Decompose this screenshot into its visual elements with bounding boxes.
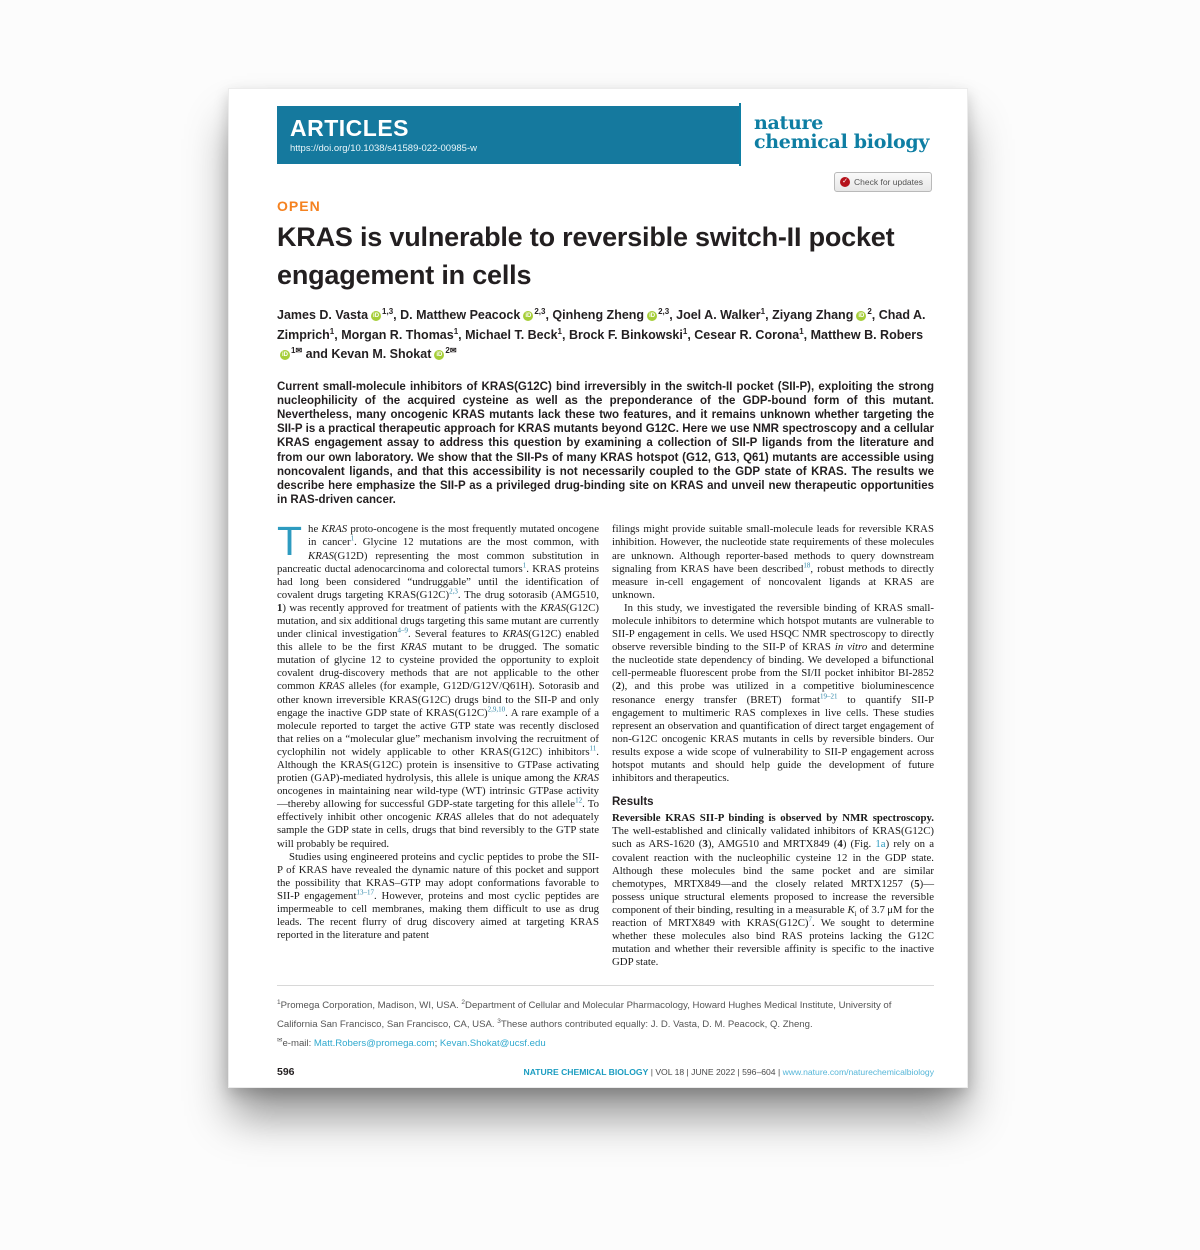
author-affiliation-sup: 1	[291, 345, 296, 355]
paragraph-text: he KRAS proto-oncogene is the most frequently mutated oncogene in cancer$^1$. Glycine 12 mutations are the most common, with KRAS(G12D) representing the most common substitution in pancreatic ductal adenocarcinoma and colorectal tumors$^1$. KRAS proteins had long been considered “undruggable” until the identification of covalent drugs targeting KRAS(G12C)$^{2,3}$. The drug sotorasib (AMG510, 1) was recently approved for treatment of patients with the KRAS(G12C) mutation, and six additional drugs targeting this same mutant are currently under clinical investigation$^{4-9}$. Several features to KRAS(G12C) enabled this allele to be the first KRAS mutant to be drugged. The somatic mutation of glycine 12 to cysteine provided the opportunity to exploit covalent drug-discovery methods that are not applicable to the other common KRAS alleles (for example, G12D/G12V/Q61H). Sotorasib and other known irreversible KRAS(G12C) drugs bind to the SII-P and only engage the inactive GDP state of KRAS(G12C)$^{2,9,10}$. A rare example of a molecule reported to target the active GTP state was recently disclosed that relies on a “molecular glue” mechanism involving the recruitment of cyclophilin not widely applicable to other KRAS(G12C) inhibitors$^{11}$. Although the KRAS(G12C) protein is insensitive to GTPase activating protien (GAP)-mediated hydrolysis, this allele is unique among the KRAS oncogenes in maintaining near wild-type (WT) intrinsic GTPase activity—thereby allowing for successful GDP-state targeting for this allele$^{12}$. To effectively inhibit other oncogenic KRAS alleles that do not adequately sample the GDP state in cells, drugs that bind reversibly to the GTP state will probably be required.	[277, 523, 600, 850]
results-heading: Results	[612, 796, 654, 809]
orcid-icon[interactable]: iD	[525, 313, 532, 319]
drop-cap: T	[277, 518, 303, 565]
journal-logo-line2: chemical biology	[754, 131, 930, 153]
author: Matthew B. RobersiD$^{1✉}$ and	[282, 327, 924, 361]
author-affiliation-sup: 1	[557, 326, 562, 336]
author-separator: ,	[669, 308, 677, 322]
header-left	[277, 116, 477, 154]
email-line	[277, 1033, 934, 1051]
journal-header-band	[277, 106, 932, 164]
author: Joel A. Walker$^1$,	[676, 306, 773, 322]
author-affiliation-sup: 1,3	[382, 306, 394, 316]
body-column-right	[612, 523, 934, 969]
author-separator: ,	[803, 327, 811, 342]
author-separator: ,	[561, 327, 569, 342]
author: Chad A. Zimprich$^1$,	[277, 308, 926, 342]
author-separator: ,	[393, 308, 401, 322]
author-separator: ,	[765, 308, 773, 322]
abstract: Current small-molecule inhibitors of KRAS(G12C) bind irreversibly in the switch-II pocket (SII-P), exploiting the strong nucleophilicity of the acquired cysteine as well as the preponderance of the GDP-bound form of this mutant. Nevertheless, many oncogenic KRAS mutants lack these two features, and it remains unknown whether targeting the SII-P is a practical therapeutic approach for KRAS mutants beyond G12C. Here we use NMR spectroscopy and a cellular KRAS engagement assay to address this question by examining a collection of SII-P ligands from the literature and from our own laboratory. We show that the SII-Ps of many KRAS hotspot (G12, G13, Q61) mutants are accessible using noncovalent ligands, and that this accessibility is not necessarily coupled to the GDP state of KRAS. The results we describe here emphasize the SII-P as a privileged drug-binding site on KRAS and unveil new therapeutic opportunities in RAS-driven cancer.	[277, 380, 934, 507]
author: Ziyang Zhang $iD^2$,	[772, 306, 879, 322]
check-for-updates-button[interactable]	[834, 172, 932, 192]
author: Brock F. Binkowski$^1$,	[568, 326, 695, 342]
footer-journal-name: NATURE CHEMICAL BIOLOGY	[523, 1066, 649, 1077]
update-row	[277, 172, 932, 192]
footer-right	[524, 1067, 934, 1077]
author-separator: ,	[687, 327, 695, 342]
check-for-updates-label: Check for updates	[854, 177, 923, 187]
author-separator: ,	[545, 308, 553, 322]
author: James D. Vasta iD$^{1,3}$,	[277, 306, 401, 322]
author: Morgan R. Thomas$^1$,	[341, 326, 466, 342]
author: Cesear R. Corona$^1$,	[694, 326, 811, 342]
body-paragraph	[277, 518, 600, 850]
email-icon: ✉e-mail:	[277, 1036, 314, 1049]
open-access-label: OPEN	[277, 198, 321, 214]
article-type-label: ARTICLES	[290, 115, 409, 141]
body-paragraph: filings might provide suitable small-molecule leads for reversible KRAS inhibition. However, the nucleotide state requirements of these molecules are unknown. Although reporter-based methods to query downstream signaling from KRAS have been described$^{18}$, robust methods to directly measure in-cell engagement of noncovalent ligands at KRAS are unknown.	[612, 523, 934, 601]
orcid-icon[interactable]: iD	[436, 352, 443, 358]
author: D. Matthew Peacock iD$^{2,3}$,	[400, 306, 553, 322]
author-affiliation-sup: 1	[682, 326, 688, 336]
author-separator: and	[302, 347, 332, 361]
author: Kevan M. Shokat $iD^{2✉}$	[331, 345, 457, 361]
affiliations	[277, 985, 934, 1051]
journal-logo-line1: nature	[754, 112, 824, 134]
author-affiliation-sup: 1	[799, 326, 804, 336]
orcid-icon[interactable]: iD	[649, 313, 656, 319]
page-number: 596	[277, 1065, 295, 1078]
orcid-icon[interactable]: iD	[373, 313, 380, 319]
author-affiliation-sup: 2,3	[658, 306, 670, 316]
article-title: KRAS is vulnerable to reversible switch-II pocket engagement in cells	[277, 222, 895, 290]
author: Qinheng Zheng iD$^{2,3}$,	[552, 306, 677, 322]
email-link-shokat[interactable]: Kevan.Shokat@ucsf.edu	[439, 1037, 546, 1049]
orcid-icon[interactable]: iD	[858, 313, 865, 319]
orcid-icon[interactable]: iD	[282, 352, 288, 358]
author-affiliation-sup: 2	[445, 345, 450, 355]
journal-logo	[739, 103, 932, 166]
body-paragraph: Reversible KRAS SII-P binding is observed by NMR spectroscopy. The well-established and clinically validated inhibitors of KRAS(G12C) such as ARS-1620 (3), AMG510 and MRTX849 (4) (Fig. 1a) rely on a covalent reaction with the nucleophilic cysteine 12 in the GDP state. Although these molecules bind the same pocket and are similar chemotypes, MRTX849—and the closely related MRTX1257 (5)—possess unique structural elements proposed to increase the reversible component of their binding, resulting in a measurable $K_i$ of 3.7 μM for the reaction of MRTX849 with KRAS(G12C)$^7$. We sought to determine whether these molecules also bind RAS proteins lacking the G12C mutation and whether their reversible affinity is specific to the inactive GDP state.	[612, 812, 934, 969]
author-affiliation-sup: 2,3	[534, 306, 546, 316]
author-affiliation-sup: 1	[760, 306, 766, 316]
author-separator: ,	[871, 308, 879, 322]
footer-website-link[interactable]: www.nature.com/naturechemicalbiology	[782, 1066, 934, 1077]
page-footer	[277, 1066, 934, 1078]
body-column-left	[277, 518, 600, 969]
author-affiliation-sup: 1	[453, 326, 459, 336]
email-link-robers[interactable]: Matt.Robers@promega.com	[313, 1037, 435, 1049]
crossmark-icon: ✓	[840, 177, 850, 187]
body-paragraph: Studies using engineered proteins and cyclic peptides to probe the SII-P of KRAS have revealed the dynamic nature of this pocket and support the possibility that KRAS–GTP may adopt conformations favorable to SII-P engagement$^{13-17}$. However, proteins and most cyclic peptides are impermeable to cell membranes, making them difficult to use as drug leads. The recent flurry of drug discovery aimed at targeting KRAS reported in the literature and patent	[277, 850, 599, 942]
author-separator: ,	[458, 327, 466, 342]
author: Michael T. Beck$^1$,	[465, 326, 569, 342]
author-list	[277, 306, 934, 365]
author-affiliation-sup: 2	[867, 306, 872, 316]
doi-link[interactable]: https://doi.org/10.1038/s41589-022-00985-w	[290, 143, 477, 154]
paper-sheet	[228, 88, 968, 1088]
author-affiliation-sup: 1	[329, 326, 335, 336]
footer-issue-info: | VOL 18 | JUNE 2022 | 596–604 |	[648, 1066, 783, 1077]
author-separator: ,	[334, 327, 342, 342]
email-icon[interactable]: ✉	[449, 345, 457, 355]
article-body	[277, 518, 934, 969]
body-paragraph: In this study, we investigated the reversible binding of KRAS small-molecule inhibitors to determine which hotspot mutants are vulnerable to SII-P engagement in cells. We used HSQC NMR spectroscopy to directly observe reversible binding to the SII-P of KRAS in vitro and determine the nucleotide state dependency of binding. We developed a bifunctional cell-permeable fluorescent probe from the SI/II pocket inhibitor BI-2852 (2), and this probe was utilized in a competitive bioluminescence resonance energy transfer (BRET) format$^{19-21}$ to quantify SII-P engagement to multimeric RAS complexes in live cells. These studies represent an observation and quantification of direct target engagement of non-G12C oncogenic KRAS mutants in cells by reversible binders. Our results expose a wide scope of vulnerability to SII-P engagement across hotspot mutants and should help guide the development of future inhibitors and therapeutics.	[612, 601, 934, 785]
email-icon[interactable]: ✉	[295, 345, 303, 355]
affiliation-text: $^1$Promega Corporation, Madison, WI, USA. $^2$Department of Cellular and Molecular Pharmacology, Howard Hughes Medical Institute, University of California San Francisco, San Francisco, CA, USA. $^3$These authors contributed equally: J. D. Vasta, D. M. Peacock, Q. Zheng.	[277, 999, 892, 1030]
email-separator: ;	[434, 1037, 440, 1049]
